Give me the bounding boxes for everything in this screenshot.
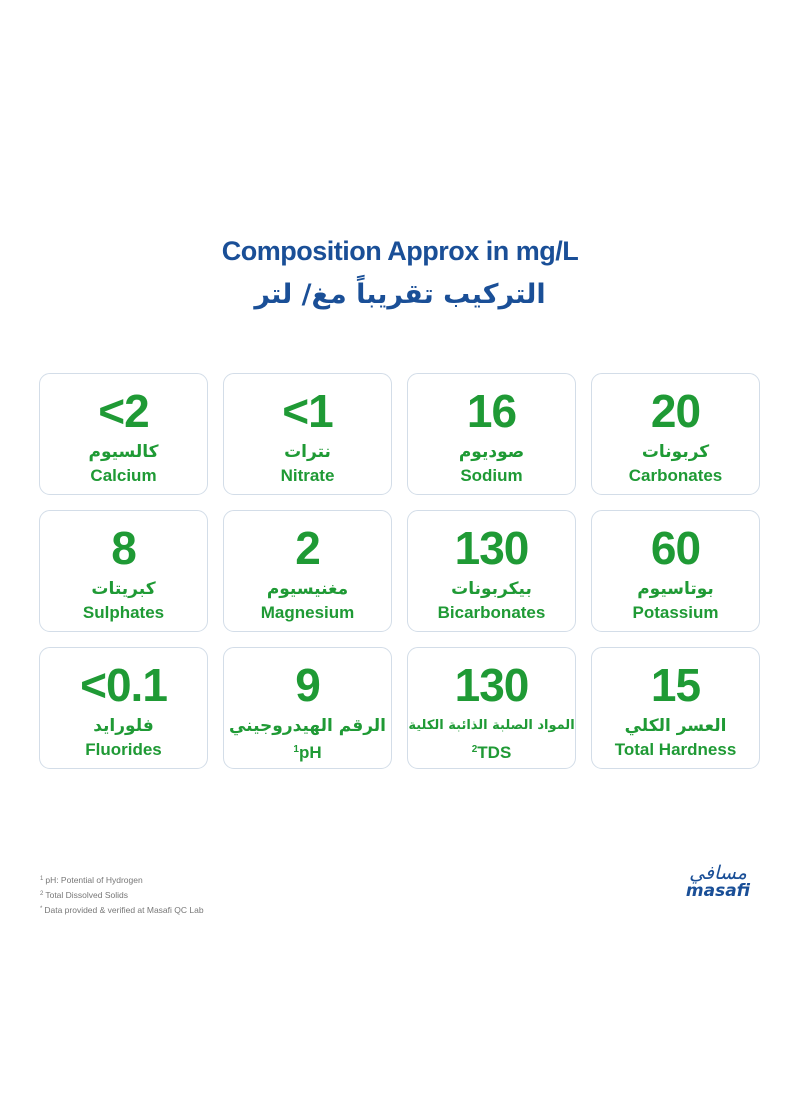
card-value: 130 xyxy=(454,522,529,574)
card-label-arabic: الرقم الهيدروجيني xyxy=(228,716,387,736)
title-arabic: التركيب تقريباً مغ/ لتر xyxy=(254,279,546,310)
composition-grid xyxy=(39,373,761,769)
card-fluorides xyxy=(39,647,208,769)
card-label-english: Nitrate xyxy=(280,466,335,485)
card-label-english: Fluorides xyxy=(85,740,162,759)
card-label-english: Sulphates xyxy=(82,603,165,622)
card-label-english-text: pH xyxy=(298,743,322,762)
card-value: 15 xyxy=(650,659,701,711)
card-label-arabic: بوتاسيوم xyxy=(637,579,714,599)
footnote-mark: 1 xyxy=(40,876,44,882)
card-label-arabic: بيكربونات xyxy=(451,579,532,599)
card-carbonates xyxy=(591,373,760,495)
footnote-marker: 2 xyxy=(471,744,478,755)
card-total-hardness xyxy=(591,647,760,769)
card-value: 16 xyxy=(466,385,517,437)
card-value: 8 xyxy=(111,522,136,574)
card-value: 9 xyxy=(295,659,320,711)
card-label-english: Potassium xyxy=(632,603,719,622)
footnote-2 xyxy=(40,887,204,902)
card-tds xyxy=(407,647,576,769)
card-label-english: Magnesium xyxy=(260,603,355,622)
card-label-arabic: نترات xyxy=(284,442,331,462)
card-label-english: Total Hardness xyxy=(614,740,737,759)
title-english: Composition Approx in mg/L xyxy=(221,236,579,266)
footnote-mark: 2 xyxy=(40,891,44,897)
footnote-mark: * xyxy=(40,906,43,912)
logo-arabic: مسافي xyxy=(689,862,747,884)
card-label-arabic: كربونات xyxy=(641,442,710,462)
card-value: <1 xyxy=(282,385,333,437)
card-label-arabic: مغنيسيوم xyxy=(266,579,349,599)
card-value: <2 xyxy=(98,385,149,437)
footnote-3 xyxy=(40,902,204,917)
card-ph xyxy=(223,647,392,769)
card-sodium xyxy=(407,373,576,495)
footnote-text: pH: Potential of Hydrogen xyxy=(45,875,143,885)
card-sulphates xyxy=(39,510,208,632)
card-value: 60 xyxy=(650,522,701,574)
card-label-english: Calcium xyxy=(90,466,157,485)
card-value: 20 xyxy=(650,385,701,437)
card-value: 2 xyxy=(295,522,320,574)
card-label-english-text: TDS xyxy=(477,743,512,762)
card-potassium xyxy=(591,510,760,632)
card-label-english xyxy=(472,739,512,764)
card-label-arabic: كبريتات xyxy=(91,579,156,599)
card-nitrate xyxy=(223,373,392,495)
card-magnesium xyxy=(223,510,392,632)
card-label-arabic: العسر الكلي xyxy=(624,716,727,736)
card-label-arabic: صوديوم xyxy=(458,442,525,462)
card-value: 130 xyxy=(454,659,529,711)
footnote-text: Total Dissolved Solids xyxy=(45,890,129,900)
card-label-english: Sodium xyxy=(460,466,523,485)
card-label-arabic: كالسيوم xyxy=(88,442,159,462)
masafi-logo xyxy=(672,862,764,910)
card-bicarbonates xyxy=(407,510,576,632)
footnote-marker: 1 xyxy=(293,744,299,755)
card-label-english: Carbonates xyxy=(628,466,723,485)
card-label-arabic: فلورايد xyxy=(93,716,154,736)
card-value: <0.1 xyxy=(80,659,167,711)
logo-english: masafi xyxy=(685,881,751,901)
footnotes xyxy=(40,872,204,917)
footnote-1 xyxy=(40,872,204,887)
card-label-english: Bicarbonates xyxy=(437,603,546,622)
card-label-english xyxy=(293,739,321,764)
card-calcium xyxy=(39,373,208,495)
card-label-arabic: المواد الصلبة الذائبة الكلية xyxy=(408,718,575,733)
footnote-text: Data provided & verified at Masafi QC Lab xyxy=(44,905,204,915)
